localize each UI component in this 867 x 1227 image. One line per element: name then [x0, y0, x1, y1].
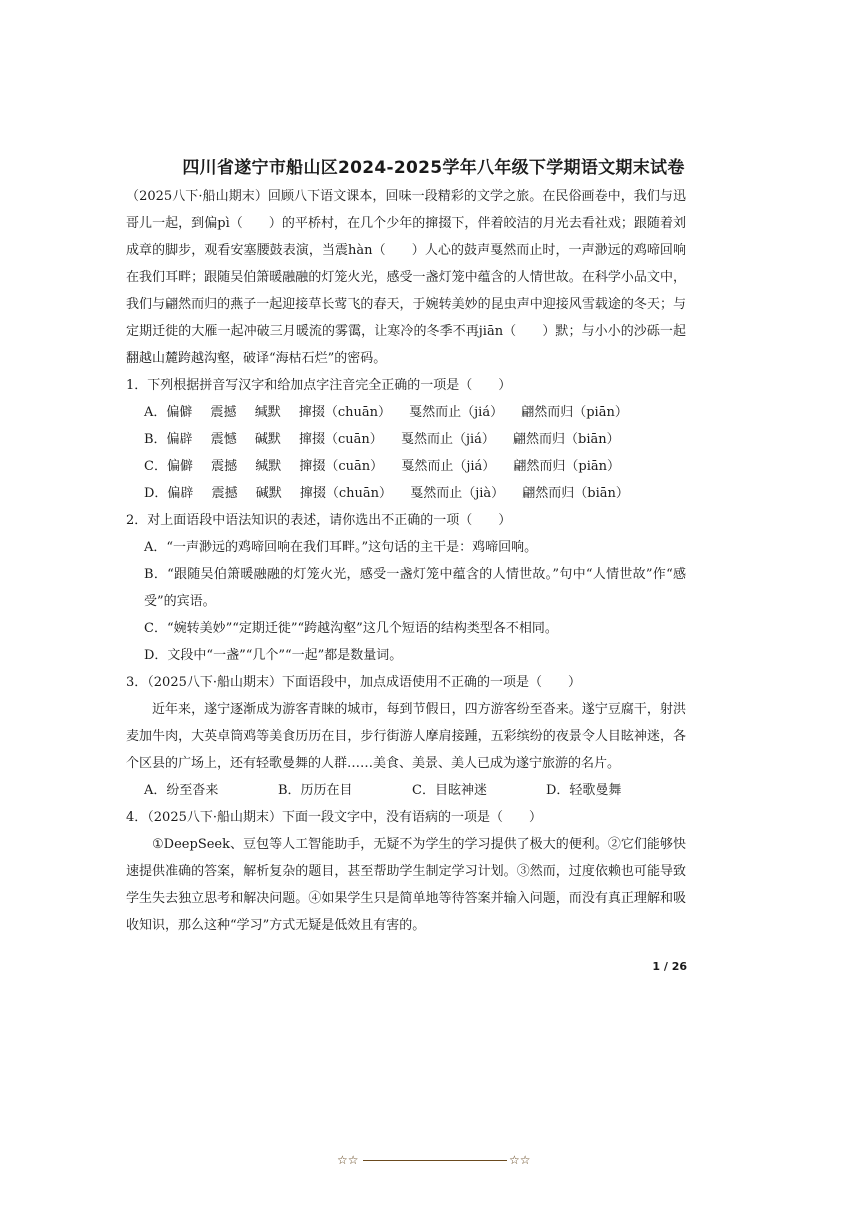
question-2-option-c: C．“婉转美妙”“定期迁徙”“跨越沟壑”这几个短语的结构类型各不相同。	[144, 621, 558, 636]
question-3-option-b: B．历历在目	[278, 783, 353, 798]
question-2	[126, 507, 686, 669]
question-1-option-c: C．偏僻 震撼 缄默 撺掇（cuān） 戛然而止（jiá） 翩然而归（piān）	[144, 459, 621, 474]
question-1-option-b: B．偏辟 震憾 碱默 撺掇（cuān） 戛然而止（jiá） 翩然而归（biān）	[144, 432, 620, 447]
question-1-stem: 1．下列根据拼音写汉字和给加点字注音完全正确的一项是（ ）	[126, 378, 512, 393]
question-4-passage: ①DeepSeek、豆包等人工智能助手，无疑不为学生的学习提供了极大的便利。②它们能够快速提供准确的答案，解析复杂的题目，甚至帮助学生制定学习计划。③然而，过度依赖也可能导致学生失去独立思考和解决问题。④如果学生只是简单地等待答案并输入问题，而没有真正理解和吸收知识，那么这种“学习”方式无疑是低效且有害的。	[126, 837, 686, 933]
intro-passage: （2025八下·船山期末）回顾八下语文课本，回味一段精彩的文学之旅。在民俗画卷中，我们与迅哥儿一起，到偏pì（ ）的平桥村，在几个少年的撺掇下，伴着皎洁的月光去看社戏；跟随着刘成章的脚步，观看安塞腰鼓表演，当震hàn（ ）人心的鼓声戛然而止时，一声渺远的鸡啼回响在我们耳畔；跟随吴伯箫暖融融的灯笼火光，感受一盏灯笼中蕴含的人情世故。在科学小品文中，我们与翩然而归的燕子一起迎接草长莺飞的春天，于婉转美妙的昆虫声中迎接风雪载途的冬天；与定期迁徙的大雁一起冲破三月暖流的雾霭，让寒冷的冬季不再jiān（ ）默；与小小的沙砾一起翻越山麓跨越沟壑，破译“海枯石烂”的密码。	[126, 189, 686, 366]
question-3	[126, 669, 686, 804]
question-1-option-d: D．偏辟 震撼 碱默 撺掇（chuān） 戛然而止（jià） 翩然而归（biān）	[144, 486, 629, 501]
question-2-option-d: D．文段中“一盏”“几个”“一起”都是数量词。	[144, 648, 403, 663]
page-number: 1 / 26	[652, 960, 687, 973]
question-3-option-c: C．目眩神迷	[412, 783, 487, 798]
question-2-option-a: A．“一声渺远的鸡啼回响在我们耳畔。”这句话的主干是：鸡啼回响。	[144, 540, 538, 555]
question-3-stem: 3．（2025八下·船山期末）下面语段中，加点成语使用不正确的一项是（ ）	[126, 675, 581, 690]
question-3-passage: 近年来，遂宁逐渐成为游客青睐的城市，每到节假日，四方游客纷至沓来。遂宁豆腐干，射洪麦加牛肉，大英卓筒鸡等美食历历在目，步行街游人摩肩接踵，五彩缤纷的夜景令人目眩神迷，各个区县的广场上，还有轻歌曼舞的人群……美食、美景、美人已成为遂宁旅游的名片。	[126, 702, 686, 771]
footer-ornament	[337, 1150, 533, 1170]
page-title: 四川省遂宁市船山区2024-2025学年八年级下学期语文期末试卷	[182, 158, 685, 178]
question-3-option-a: A．纷至沓来	[144, 783, 219, 798]
star-icon: ☆☆	[337, 1153, 359, 1167]
question-3-option-d: D．轻歌曼舞	[546, 783, 622, 798]
question-2-stem: 2．对上面语段中语法知识的表述，请你选出不正确的一项（ ）	[126, 513, 512, 528]
question-4	[126, 804, 686, 939]
question-2-option-b: B．“跟随吴伯箫暖融融的灯笼火光，感受一盏灯笼中蕴含的人情世故。”句中“人情世故”作“感受”的宾语。	[144, 567, 686, 609]
footer-divider	[363, 1160, 507, 1161]
star-icon: ☆☆	[509, 1153, 531, 1167]
question-1	[126, 372, 686, 507]
question-3-options	[126, 777, 686, 804]
document-body	[126, 183, 686, 939]
question-4-stem: 4．（2025八下·船山期末）下面一段文字中，没有语病的一项是（ ）	[126, 810, 542, 825]
question-1-option-a: A．偏僻 震撼 缄默 撺掇（chuān） 戛然而止（jiá） 翩然而归（piān）	[144, 405, 628, 420]
